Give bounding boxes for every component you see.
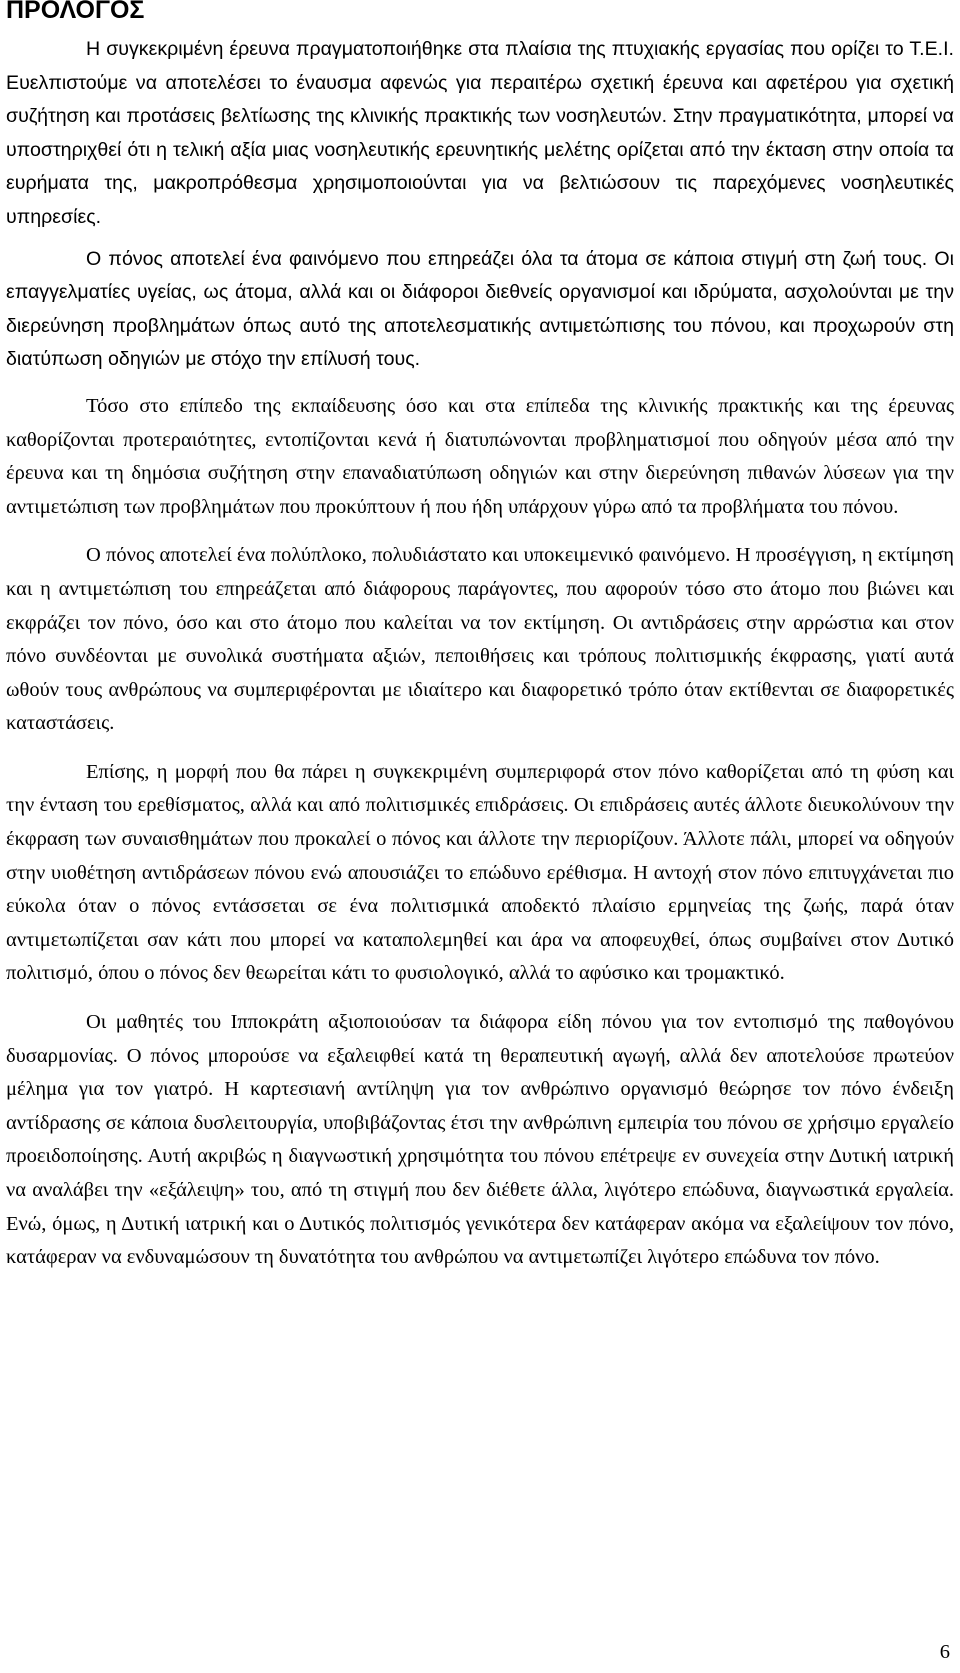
- section-heading: ΠΡΟΛΟΓΟΣ: [6, 0, 145, 24]
- document-page: [6, 0, 954, 1275]
- paragraph-complex-phenomenon: Ο πόνος αποτελεί ένα πολύπλοκο, πολυδιάστατο και υποκειμενικό φαινόμενο. Η προσέγγιση, η εκτίμηση και η αντιμετώπιση του επηρεάζεται από διάφορους παράγοντες, που αφορούν τόσο στο άτομο που βιώνει και εκφράζει τον πόνο, όσο και στο άτομο που καλείται να τον εκτίμηση. Οι αντιδράσεις στην αρρώστια και στον πόνο συνδέονται με συνολικά συστήματα αξιών, πεποιθήσεις και τρόπους πολιτισμικής έκφρασης, γιατί αυτά ωθούν τους ανθρώπους να συμπεριφέρονται με ιδιαίτερο και διαφορετικό τρόπο όταν εκτίθενται σε διαφορετικές καταστάσεις.: [6, 544, 954, 735]
- page-number: 6: [939, 1641, 950, 1663]
- paragraph-intro: Η συγκεκριμένη έρευνα πραγματοποιήθηκε στα πλαίσια της πτυχιακής εργασίας που ορίζει το Τ.Ε.Ι. Ευελπιστούμε να αποτελέσει το έναυσμα αφενώς για περαιτέρω σχετική έρευνα και αφετέρου για σχετική συζήτηση και προτάσεις βελτίωσης της κλινικής πρακτικής των νοσηλευτών. Στην πραγματικότητα, μπορεί να υποστηριχθεί ότι η τελική αξία μιας νοσηλευτικής ερευνητικής μελέτης ορίζεται από την έκταση στην οποία τα ευρήματα της, μακροπρόθεσμα χρησιμοποιούνται για να βελτιώσουν τις παρεχόμενες νοσηλευτικές υπηρεσίες.: [6, 38, 954, 228]
- paragraph-cultural-influences: Επίσης, η μορφή που θα πάρει η συγκεκριμένη συμπεριφορά στον πόνο καθορίζεται από τη φύση και την ένταση του ερεθίσματος, αλλά και από πολιτισμικές επιδράσεις. Οι επιδράσεις αυτές άλλοτε διευκολύνουν την έκφραση των συναισθημάτων που προκαλεί ο πόνος και άλλοτε την περιορίζουν. Άλλοτε πάλι, μπορεί να οδηγούν στην υιοθέτηση αντιδράσεων πόνου ενώ απουσιάζει το επώδυνο ερέθισμα. Η αντοχή στον πόνο επιτυγχάνεται πιο εύκολα όταν ο πόνος εντάσσεται σε ένα πολιτισμικά αποδεκτό πλαίσιο ερμηνείας της ζωής, παρά όταν αντιμετωπίζεται σαν κάτι που μπορεί να καταπολεμηθεί και άρα να αποφευχθεί, όπως συμβαίνει στον Δυτικό πολιτισμό, όπου ο πόνος δεν θεωρείται κάτι το φυσιολογικό, αλλά το αφύσικο και τρομακτικό.: [6, 760, 954, 985]
- paragraph-hippocrates: Οι μαθητές του Ιπποκράτη αξιοποιούσαν τα διάφορα είδη πόνου για τον εντοπισμό της παθογόνου δυσαρμονίας. Ο πόνος μπορούσε να εξαλειφθεί κατά τη θεραπευτική αγωγή, αλλά δεν αποτελούσε πρωτεύον μέλημα για τον γιατρό. Η καρτεσιανή αντίληψη για τον ανθρώπινο οργανισμό θεώρησε τον πόνο ένδειξη αντίδρασης σε κάποια δυσλειτουργία, υποβιβάζοντας έτσι την ανθρώπινη εμπειρία του πόνου σε χρήσιμο εργαλείο προειδοποίησης. Αυτή ακριβώς η διαγνωστική χρησιμότητα του πόνου επέτρεψε εν συνεχεία στην Δυτική ιατρική να αναλάβει την «εξάλειψη» του, από τη στιγμή που δεν διέθετε άλλα, λιγότερο επώδυνα, διαγνωστικά εργαλεία. Ενώ, όμως, η Δυτική ιατρική και ο Δυτικός πολιτισμός γενικότερα δεν κατάφεραν ακόμα να εξαλείψουν τον πόνο, κατάφεραν να ενδυναμώσουν τη δυνατότητα του ανθρώπου να αντιμετωπίζει λιγότερο επώδυνα τον πόνο.: [6, 1011, 954, 1269]
- paragraph-pain-phenomenon: Ο πόνος αποτελεί ένα φαινόμενο που επηρεάζει όλα τα άτομα σε κάποια στιγμή στη ζωή τους. Οι επαγγελματίες υγείας, ως άτομα, αλλά και οι διάφοροι διεθνείς οργανισμοί και ιδρύματα, ασχολούνται με την διερεύνηση προβλημάτων όπως αυτό της αποτελεσματικής αντιμετώπισης του πόνου, και προχωρούν στη διατύπωση οδηγιών με στόχο την επίλυσή τους.: [6, 247, 954, 371]
- paragraph-education-research: Τόσο στο επίπεδο της εκπαίδευσης όσο και στα επίπεδα της κλινικής πρακτικής και της έρευνας καθορίζονται προτεραιότητες, εντοπίζονται κενά ή διατυπώνονται προβληματισμοί που οδηγούν μέσα από την έρευνα και τη δημόσια συζήτηση στην επαναδιατύπωση οδηγιών και στην διερεύνηση πιθανών λύσεων για την αντιμετώπιση των προβλημάτων που προκύπτουν ή που ήδη υπάρχουν γύρω από τα προβλήματα του πόνου.: [6, 394, 954, 518]
